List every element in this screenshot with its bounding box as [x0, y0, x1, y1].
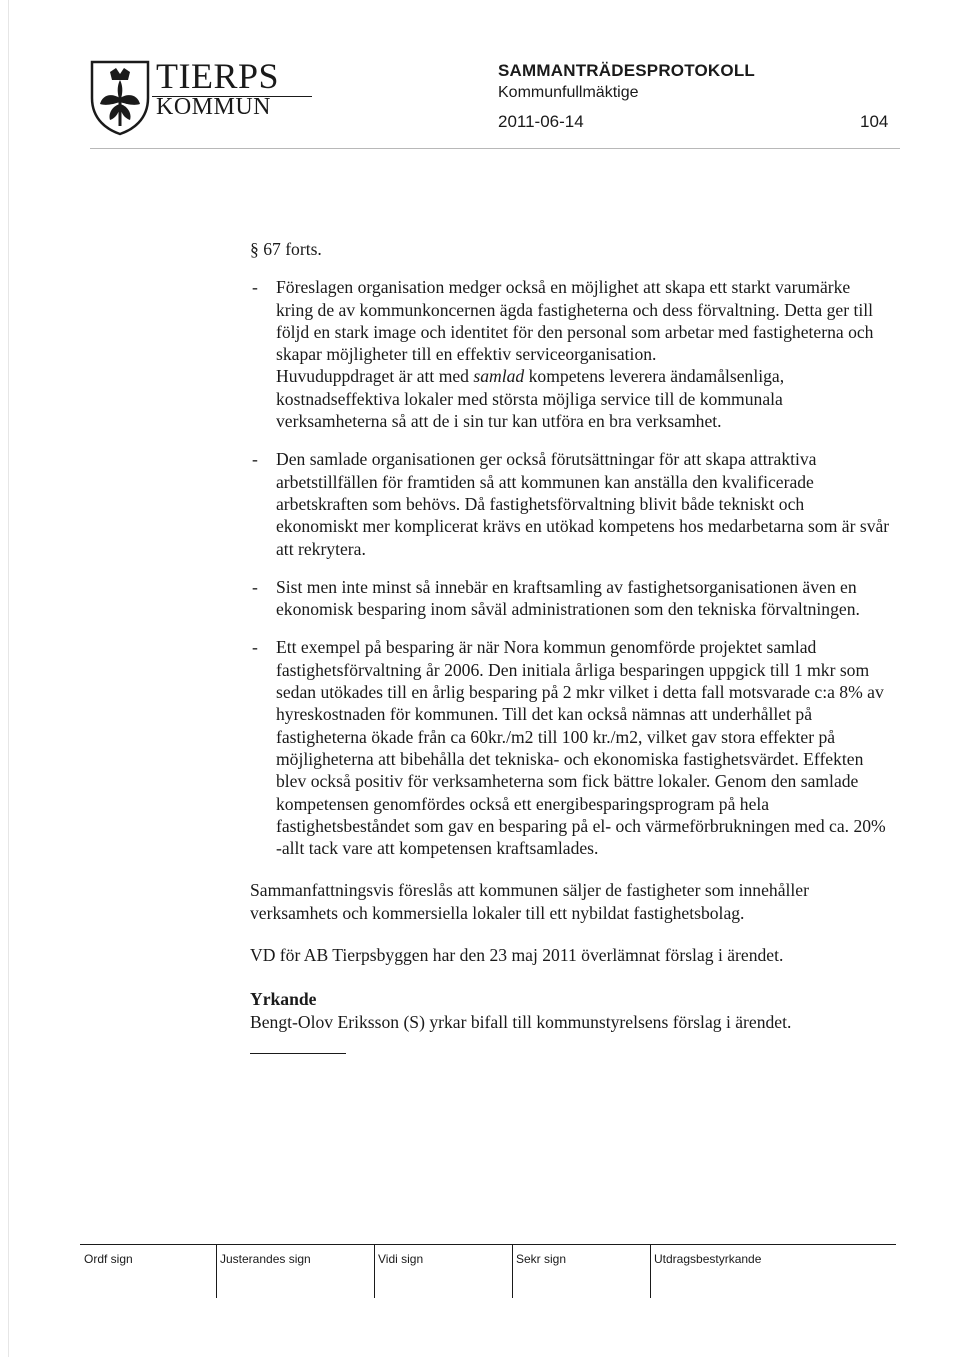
page-number: 104	[860, 112, 889, 131]
bullet-dash: -	[252, 277, 258, 298]
footer-label: Justerandes sign	[220, 1252, 311, 1266]
meeting-date: 2011-06-14	[498, 112, 584, 131]
bullet-item	[250, 636, 890, 859]
bullet-item	[250, 276, 890, 432]
header-divider	[90, 148, 900, 149]
footer-label: Utdragsbestyrkande	[654, 1252, 762, 1266]
vd-note-paragraph: VD för AB Tierpsbyggen har den 23 maj 2011 överlämnat förslag i ärendet.	[250, 945, 784, 966]
bullet-text: Den samlade organisationen ger också förutsättningar för att skapa attraktiva arbetstillfällen för framtiden så att kommunen kan anställa den kvalificerade arbetskraften som behövs. Då fastighetsförvaltning blivit både tekniskt och ekonomiskt mer komplicerat krävs en utökad kompetens hos medarbetarna som är svår att rekrytera.	[276, 449, 890, 559]
footer-cell-utdrag	[650, 1244, 896, 1298]
yrkande-text: Bengt-Olov Eriksson (S) yrkar bifall till kommunstyrelsens förslag i ärendet.	[250, 1011, 792, 1032]
bullet-text: Ett exempel på besparing är när Nora kommun genomförde projektet samlad fastighetsförvaltning år 2006. Den initiala årliga besparingen uppgick till 1 mkr som sedan utökades till en årlig besparing på 2 mkr vilket i detta fall motsvarade c:a 8% av hyreskostnaden för kommunen. Till det kan också nämnas att underhållet på fastigheterna ökade från ca 60kr./m2 till 100 kr./m2, vilket gav stora effekter på möjligheterna att bibehålla det tekniska- och ekonomiska fastighetsvärdet. Effekten blev också positiv för verksamheterna som fick bättre lokaler. Genom den samlade kompetensen genomfördes också ett energibesparingsprogram på hela fastighetsbeståndet som gav en besparing på el- och värmeförbrukningen med ca. 20% -allt tack vare att kompetensen kraftsamlades.	[276, 637, 886, 859]
bullet-dash: -	[252, 449, 258, 470]
logo-text-kommun: KOMMUN	[156, 94, 272, 120]
footer-cell-vidi	[374, 1244, 512, 1298]
signature-line	[250, 1053, 346, 1054]
logo-text-tierps: TIERPS	[156, 56, 280, 96]
footer-label: Ordf sign	[84, 1252, 133, 1266]
bullet-dash: -	[252, 576, 258, 597]
municipality-logo	[88, 52, 288, 142]
bullet-text: Sist men inte minst så innebär en kraftsamling av fastighetsorganisationen även en ekonomisk besparing inom såväl administrationen som den tekniska förvaltningen.	[276, 576, 860, 620]
summary-paragraph: Sammanfattningsvis föreslås att kommunen säljer de fastigheter som innehåller verksamhets och kommersiella lokaler till ett nybildat fastighetsbolag.	[250, 880, 809, 923]
bullet-continuation	[276, 365, 890, 432]
footer-divider	[216, 1244, 217, 1298]
bullet-item	[250, 576, 890, 621]
footer-divider	[650, 1244, 651, 1298]
footer-cell-ordf	[80, 1244, 216, 1298]
yrkande-heading: Yrkande	[250, 989, 317, 1010]
document-header	[498, 60, 755, 104]
bullet-dash: -	[252, 637, 258, 658]
page-margin-line	[8, 0, 9, 1357]
section-heading: § 67 forts.	[250, 239, 322, 259]
document-title: SAMMANTRÄDESPROTOKOLL	[498, 61, 755, 80]
document-body	[250, 238, 890, 1054]
footer-cell-sekr	[512, 1244, 650, 1298]
document-subtitle: Kommunfullmäktige	[498, 84, 639, 101]
footer-label: Vidi sign	[378, 1252, 424, 1266]
signature-footer	[80, 1244, 896, 1298]
continuation-pre: Huvuduppdraget är att med	[276, 366, 474, 387]
footer-cell-justerandes	[216, 1244, 374, 1298]
footer-label: Sekr sign	[516, 1252, 567, 1266]
emphasis-samlad: samlad	[473, 366, 525, 387]
coat-of-arms-icon	[88, 58, 152, 136]
bullet-text: Föreslagen organisation medger också en möjlighet att skapa ett starkt varumärke kring de av kommunkoncernen ägda fastigheterna och dess förvaltning. Detta ger till följd en stark image och identitet för den personal som arbetar med fastigheterna och skapar möjligheter till en effektiv serviceorganisation.	[276, 277, 874, 365]
footer-divider	[512, 1244, 513, 1298]
continuation-post: kompetens leverera ändamålsenliga, kostnadseffektiva lokaler med största möjliga service till de kommunala verksamheterna så att de i sin tur kan utföra en bra verksamhet.	[276, 366, 785, 432]
footer-divider	[374, 1244, 375, 1298]
bullet-item	[250, 448, 890, 559]
